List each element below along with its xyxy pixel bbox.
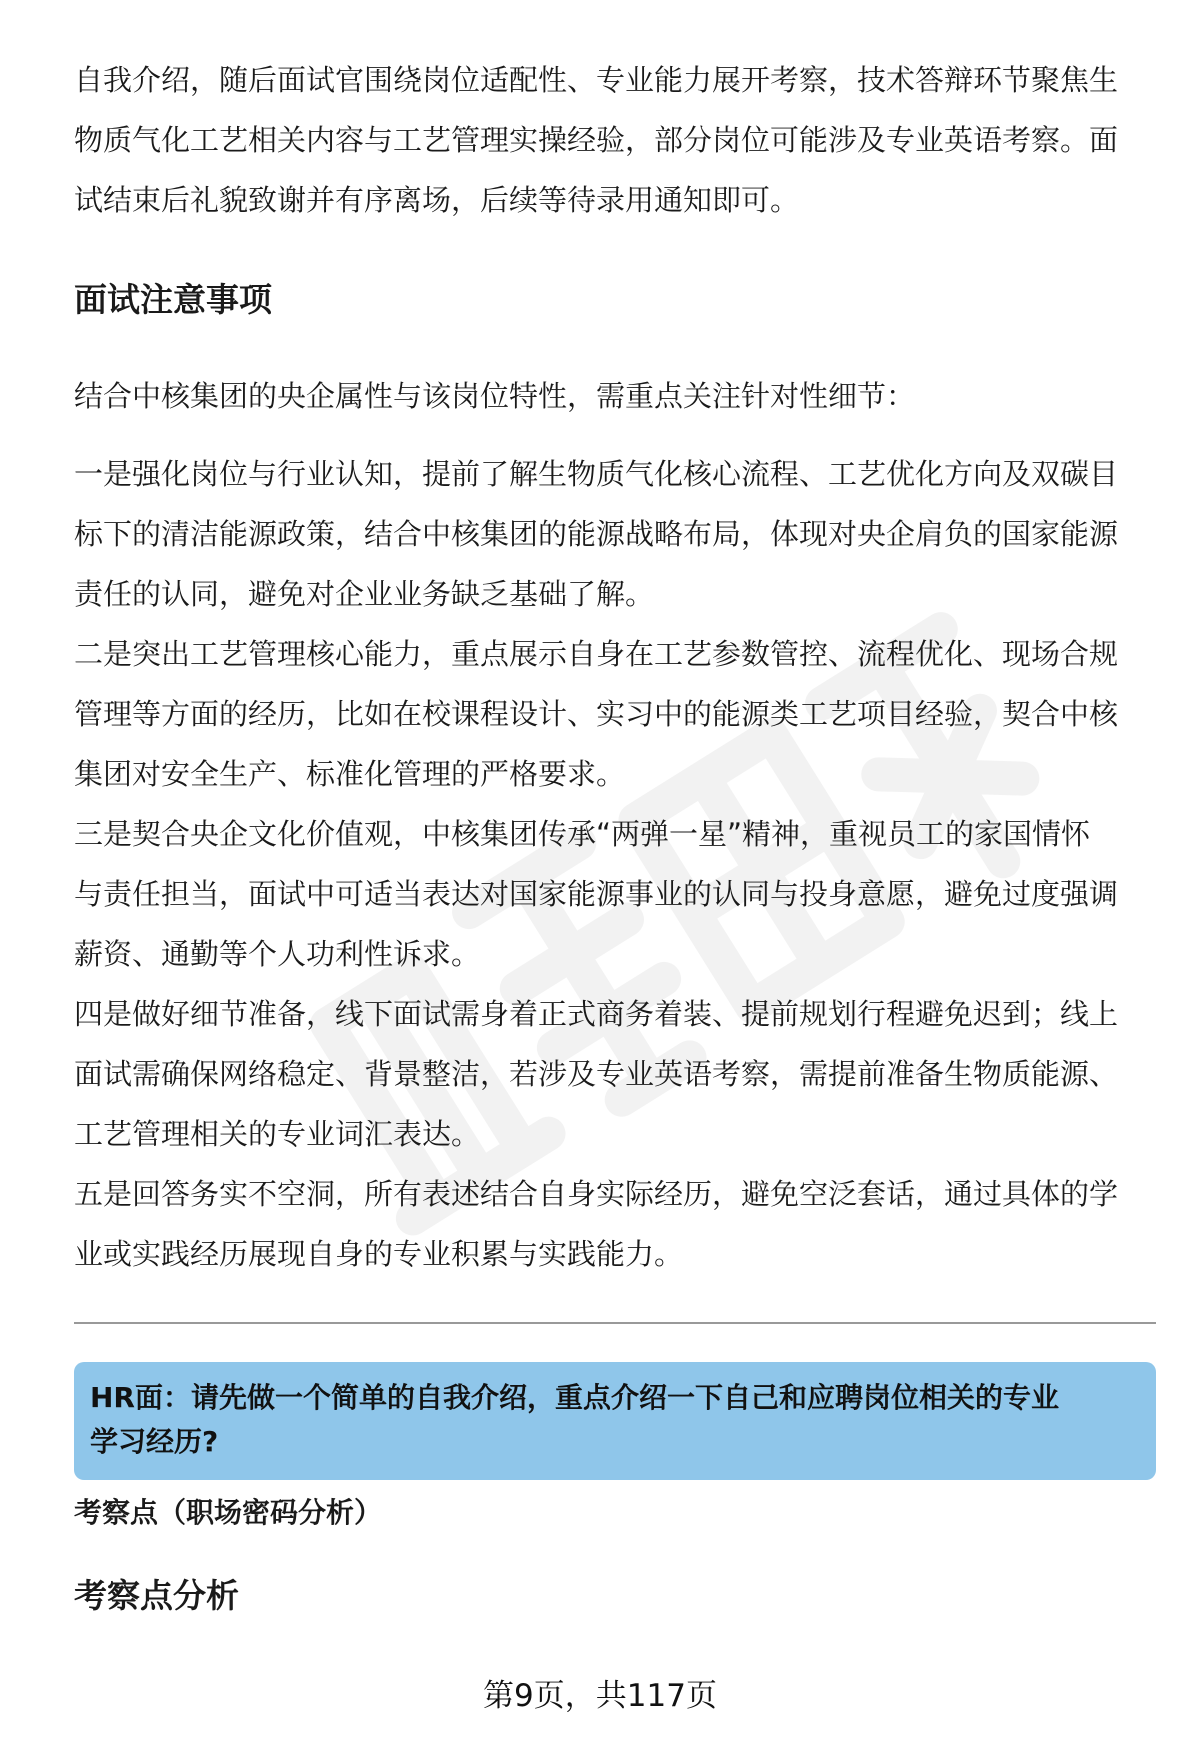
point-item: [74, 624, 1156, 804]
point-line: 三是契合央企文化价值观，中核集团传承“两弹一星”精神，重视员工的家国情怀: [74, 817, 1091, 851]
point-item: [74, 804, 1156, 984]
point-line: 与责任担当，面试中可适当表达对国家能源事业的认同与投身意愿，避免过度强调: [74, 877, 1119, 911]
point-line: 薪资、通勤等个人功利性诉求。: [74, 937, 481, 971]
intro-line: 物质气化工艺相关内容与工艺管理实操经验，部分岗位可能涉及专业英语考察。面: [74, 123, 1119, 157]
point-line: 管理等方面的经历，比如在校课程设计、实习中的能源类工艺项目经验，契合中核: [74, 697, 1119, 731]
section-heading: 面试注意事项: [74, 280, 272, 319]
intro-line: 试结束后礼貌致谢并有序离场，后续等待录用通知即可。: [74, 183, 800, 217]
point-line: 业或实践经历展现自身的专业积累与实践能力。: [74, 1237, 684, 1271]
lead-text: 结合中核集团的央企属性与该岗位特性，需重点关注针对性细节：: [74, 379, 916, 413]
point-item: [74, 444, 1156, 624]
exam-point-analysis-heading: 考察点分析: [74, 1576, 239, 1615]
point-line: 责任的认同，避免对企业业务缺乏基础了解。: [74, 577, 655, 611]
point-item: [74, 1164, 1156, 1284]
point-line: 二是突出工艺管理核心能力，重点展示自身在工艺参数管控、流程优化、现场合规: [74, 637, 1119, 671]
hr-question-box: [74, 1362, 1156, 1480]
hr-question-line: HR面：请先做一个简单的自我介绍，重点介绍一下自己和应聘岗位相关的专业: [90, 1381, 1059, 1414]
point-line: 工艺管理相关的专业词汇表达。: [74, 1117, 481, 1151]
exam-point-title: 考察点（职场密码分析）: [74, 1496, 383, 1529]
point-line: 一是强化岗位与行业认知，提前了解生物质气化核心流程、工艺优化方向及双碳目: [74, 457, 1119, 491]
point-item: [74, 984, 1156, 1164]
intro-paragraph: [74, 50, 1156, 230]
point-line: 四是做好细节准备，线下面试需身着正式商务着装、提前规划行程避免迟到；线上: [74, 997, 1119, 1031]
points-list: [74, 444, 1156, 1284]
hr-question-line: 学习经历?: [90, 1425, 219, 1458]
point-line: 集团对安全生产、标准化管理的严格要求。: [74, 757, 626, 791]
point-line: 面试需确保网络稳定、背景整洁，若涉及专业英语考察，需提前准备生物质能源、: [74, 1057, 1119, 1091]
intro-line: 自我介绍，随后面试官围绕岗位适配性、专业能力展开考察，技术答辩环节聚焦生: [74, 63, 1119, 97]
page-number: 第9页，共117页: [483, 1678, 717, 1714]
document-page: [74, 50, 1156, 1620]
point-line: 标下的清洁能源政策，结合中核集团的能源战略布局，体现对央企肩负的国家能源: [74, 517, 1119, 551]
point-line: 五是回答务实不空洞，所有表述结合自身实际经历，避免空泛套话，通过具体的学: [74, 1177, 1119, 1211]
